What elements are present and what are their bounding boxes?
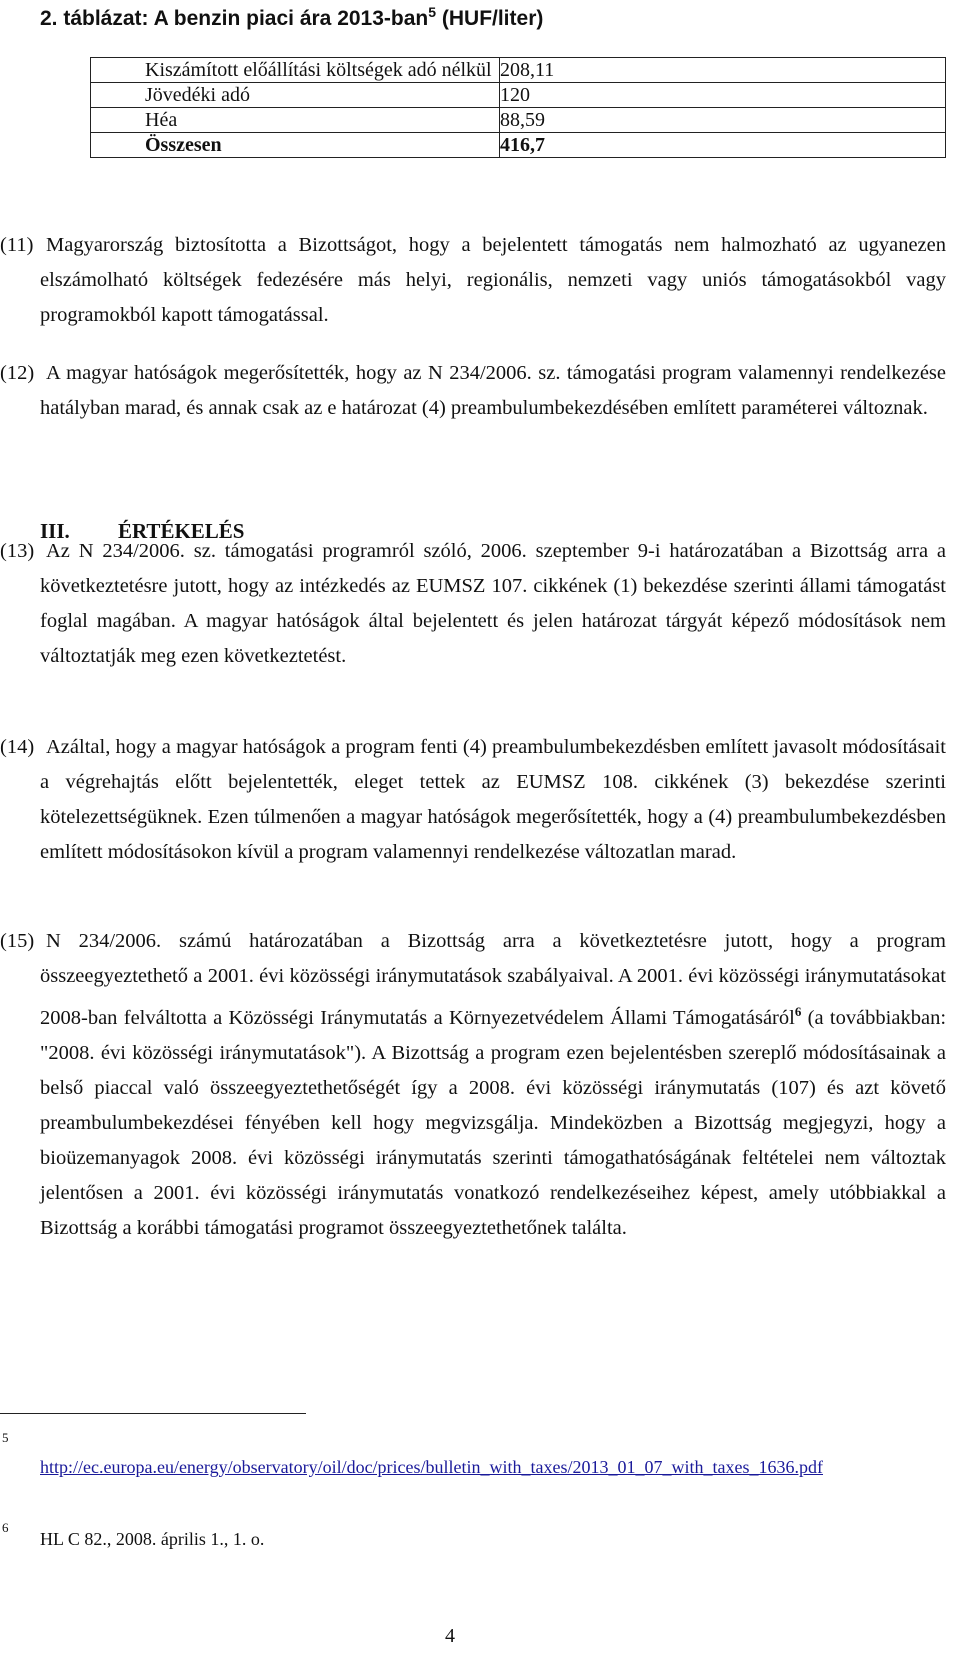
paragraph-number: (12)	[0, 362, 35, 384]
footnote-5	[40, 1456, 920, 1479]
paragraph-number: (11)	[0, 234, 34, 256]
price-table	[90, 57, 946, 158]
page-number: 4	[445, 1625, 455, 1647]
table-cell-value: 88,59	[500, 108, 946, 133]
table-row-total	[91, 133, 946, 158]
table-cell-value: 120	[500, 83, 946, 108]
table-cell-value: 416,7	[500, 133, 946, 158]
footnote-6: HL C 82., 2008. április 1., 1. o.	[40, 1529, 265, 1549]
table-title	[40, 4, 543, 31]
footnote-ref-6[interactable]: 6	[794, 1004, 802, 1019]
footnote-separator	[0, 1413, 306, 1414]
footnote-ref-5[interactable]: 5	[428, 4, 437, 20]
paragraph-12	[0, 356, 946, 426]
paragraph-number: (14)	[0, 736, 35, 758]
section-number: III.	[40, 519, 70, 543]
paragraph-15	[0, 924, 947, 1246]
paragraph-text: Az N 234/2006. sz. támogatási programról szóló, 2006. szeptember 9-i határozatában a Bizottság arra a következtetésre jutott, hogy az intézkedés az EUMSZ 107. cikkének (1) bekezdése szerinti állami támogatást foglal magában. A magyar hatóságok által bejelentett és jelen határozat tárgyát képező módosítások nem változtatják meg ezen következtetést.	[40, 540, 946, 667]
table-cell-label: Kiszámított előállítási költségek adó nélkül	[91, 58, 500, 83]
footnote-link[interactable]: http://ec.europa.eu/energy/observatory/oil/doc/prices/bulletin_with_taxes/2013_01_07_with_taxes_1636.pdf	[40, 1457, 823, 1477]
paragraph-text: A magyar hatóságok megerősítették, hogy az N 234/2006. sz. támogatási program valamennyi rendelkezése hatályban marad, és annak csak az e határozat (4) preambulumbekezdésében említett paraméterei változnak.	[40, 362, 946, 419]
footnote-mark: 5	[2, 1430, 9, 1445]
footnote-mark: 6	[2, 1520, 9, 1535]
table-cell-value: 208,11	[500, 58, 946, 83]
paragraph-14	[0, 730, 946, 870]
paragraph-number: (13)	[0, 540, 35, 562]
paragraph-text: Azáltal, hogy a magyar hatóságok a program fenti (4) preambulumbekezdésben említett javasolt módosításait a végrehajtás előtt bejelentették, eleget tettek az EUMSZ 108. cikkének (3) bekezdése szerinti kötelezettségüknek. Ezen túlmenően a magyar hatóságok megerősítették, hogy a (4) preambulumbekezdésben említett módosításokon kívül a program valamennyi rendelkezése változatlan marad.	[40, 736, 946, 863]
table-title-unit: (HUF/liter)	[436, 7, 544, 30]
table-cell-label: Jövedéki adó	[91, 83, 500, 108]
paragraph-text-continued: (a továbbiakban: "2008. évi közösségi iránymutatások"). A Bizottság a program ezen bejelentésben szereplő módosításainak a belső piaccal való összeegyeztethetőségét így a 2008. évi közösségi iránymutatás (107) és azt követő preambulumbekezdései fényében kell hogy megvizsgálja. Mindeközben a Bizottság megjegyzi, hogy a bioüzemanyagok 2008. évi közösségi iránymutatás szerinti támogathatóságának feltételei nem változtak jelentősen a 2001. évi közösségi iránymutatás vonatkozó rendelkezéseihez képest, amely utóbbiakkal a Bizottság a korábbi támogatási programot összeegyeztethetőnek találta.	[40, 1006, 947, 1239]
table-row	[91, 83, 946, 108]
table-cell-label: Összesen	[91, 133, 500, 158]
table-row	[91, 58, 946, 83]
paragraph-text: N 234/2006. számú határozatában a Bizottság arra a következtetésre jutott, hogy a program összeegyeztethető a 2001. évi közösségi iránymutatások szabályaival. A 2001. évi közösségi iránymutatásokat 2008-ban felváltotta a Közösségi Iránymutatás a Környezetvédelem Állami Támogatásáról	[40, 930, 946, 1029]
paragraph-number: (15)	[0, 930, 35, 952]
paragraph-text: Magyarország biztosította a Bizottságot, hogy a bejelentett támogatás nem halmozható az ugyanezen elszámolható költségek fedezésére más helyi, regionális, nemzeti vagy uniós támogatásokból vagy programokból kapott támogatással.	[40, 234, 946, 326]
table-cell-label: Héa	[91, 108, 500, 133]
section-title: ÉRTÉKELÉS	[118, 519, 245, 543]
table-row	[91, 108, 946, 133]
paragraph-11	[0, 228, 946, 333]
table-title-text: 2. táblázat: A benzin piaci ára 2013-ban	[40, 7, 429, 30]
paragraph-13	[0, 534, 946, 674]
